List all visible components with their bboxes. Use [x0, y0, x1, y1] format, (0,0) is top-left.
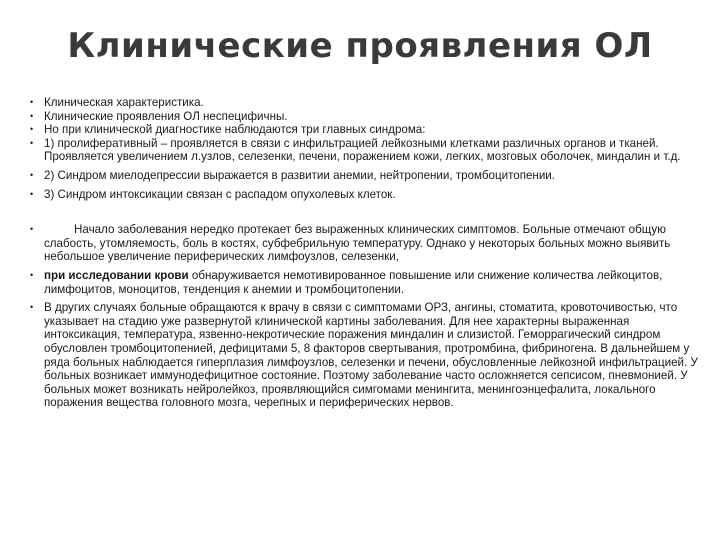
slide-title: Клинические проявления ОЛ — [67, 26, 653, 66]
bullet-text: Но при клинической диагностике наблюдаются три главных синдрома: — [44, 123, 426, 137]
bullet-dot-icon: • — [30, 124, 34, 135]
bullet-item — [30, 223, 698, 264]
bullet-dot-icon: • — [30, 110, 34, 121]
bullet-item — [30, 96, 698, 110]
bullet-item — [30, 137, 698, 164]
bullet-item — [30, 301, 698, 410]
bullet-dot-icon: • — [30, 169, 34, 180]
bullet-text: Начало заболевания нередко протекает без выраженных клинических симптомов. Больные отмечают общую слабость, утомляемость, боль в костях, субфебрильную температуру. Однако у некоторых больных можно выявить небольшое увеличение периферических лимфоузлов, селезенки, — [44, 223, 671, 264]
bullet-bold-text: при исследовании крови — [44, 268, 189, 282]
bullet-item — [30, 269, 698, 296]
bullet-item — [30, 169, 698, 183]
bullet-list — [30, 96, 698, 410]
bullet-text: Клинические проявления ОЛ неспецифичны. — [44, 109, 288, 123]
bullet-dot-icon: • — [30, 188, 34, 199]
bullet-dot-icon: • — [30, 97, 34, 107]
bullet-text: Клиническая характеристика. — [44, 96, 204, 109]
bullet-text: 2) Синдром миелодепрессии выражается в развитии анемии, нейтропении, тромбоцитопении. — [44, 168, 555, 182]
bullet-text: 3) Синдром интоксикации связан с распадом опухолевых клеток. — [44, 187, 396, 201]
bullet-text: В других случаях больные обращаются к врачу в связи с симптомами ОРЗ, ангины, стоматита, кровоточивостью, что указывает на стадию уже развернутой клинической картины заболевания. Для нее характерны выраженная интоксикация, температура, язвенно-некротические поражения миндалин и слизистой. Геморрагический синдром обусловлен тромбоцитопенией, дефицитами 5, 8 факторов свертывания, протромбина, фибриногена. В дальнейшем у ряда больных наблюдается гиперплазия лимфоузлов, селезенки и печени, обусловленные лейкозной инфильтрацией. У больных возникает иммунодефицитное состояние. Поэтому заболевание часто осложняется сепсисом, пневмонией. У больных может возникать нейролейкоз, проявляющийся симгомами менингита, менингоэнцефалита, локального поражения вещества головного мозга, черепных и периферических нервов. — [44, 301, 698, 410]
bullet-dot-icon: • — [30, 269, 34, 280]
bullet-dot-icon: • — [30, 137, 34, 148]
bullet-text: обнаруживается немотивированное повышение или снижение количества лейкоцитов, лимфоцитов, моноцитов, тенденция к анемии и тромбоцитопении. — [44, 268, 663, 296]
bullet-dot-icon: • — [30, 302, 34, 313]
bullet-dot-icon: • — [30, 224, 34, 235]
bullet-item — [30, 123, 698, 137]
bullet-item — [30, 110, 698, 124]
bullet-text: 1) пролиферативный – проявляется в связи с инфильтрацией лейкозными клетками различных органов и тканей. Проявляется увеличением л.узлов, селезенки, печени, поражением кожи, легких, мозговых оболочек, миндалин и т.д. — [44, 136, 681, 164]
bullet-item — [30, 188, 698, 202]
